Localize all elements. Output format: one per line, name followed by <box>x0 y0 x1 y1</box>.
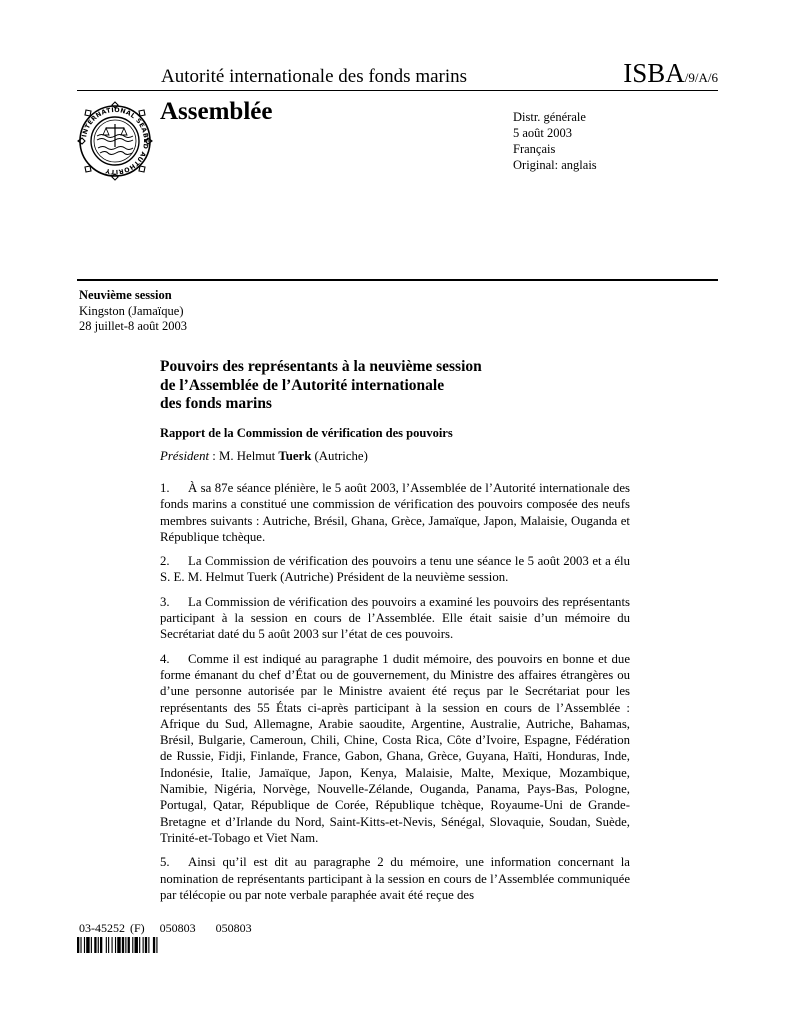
document-title <box>160 358 600 414</box>
barcode-bar <box>143 937 144 953</box>
barcode-bar <box>98 937 99 953</box>
barcode-bar <box>156 937 157 953</box>
president-country: (Autriche) <box>311 449 368 463</box>
paragraph-text: À sa 87e séance plénière, le 5 août 2003, l’Assemblée de l’Autorité internationale des fonds marins a constitué une commission de vérification des pouvoirs composée des neufs membres suivants : Autriche, Brésil, Ghana, Grèce, Jamaïque, Japon, Malaisie, Ouganda et République tchèque. <box>160 481 630 544</box>
president-surname: Tuerk <box>278 449 312 463</box>
document-symbol-suffix: /9/A/6 <box>684 70 718 85</box>
barcode-bar <box>122 937 124 953</box>
seal-ring-text: INTERNATIONAL SEABED AUTHORITY <box>81 106 150 176</box>
barcode-bar <box>135 937 138 953</box>
barcode-bar <box>108 937 109 953</box>
paragraph-number: 1. <box>160 481 170 495</box>
paragraph <box>160 651 630 847</box>
organization-name: Autorité internationale des fonds marins <box>161 66 468 87</box>
barcode-bar <box>128 937 130 953</box>
report-body <box>160 480 630 911</box>
barcode-bar <box>84 937 85 953</box>
distribution-block <box>513 109 597 173</box>
barcode-bar <box>125 937 126 953</box>
paragraph-number: 3. <box>160 594 170 609</box>
president-label: Président <box>160 449 210 463</box>
paragraph-text: La Commission de vérification des pouvoirs a examiné les pouvoirs des représentants participant à la session en cours de l’Assemblée. Elle était saisie d’un mémoire du Secrétariat daté du 5 août 2003 sur l’état de ces pouvoirs. <box>160 594 630 642</box>
paragraph-text: Ainsi qu’il est dit au paragraphe 2 du mémoire, une information concernant la nomination de représentants participant à la session en cours de l’Assemblée communiquée par télécopie ou par note verbale paraphée avait été reçue des <box>160 855 630 902</box>
paragraph <box>160 854 630 903</box>
barcode-bar <box>145 937 147 953</box>
barcode-bar <box>86 937 89 953</box>
president-separator: : M. Helmut <box>209 449 279 463</box>
session-block <box>79 288 187 335</box>
document-symbol <box>623 58 718 89</box>
document-language: Français <box>513 142 556 156</box>
paragraph-text: La Commission de vérification des pouvoirs a tenu une séance le 5 août 2003 et a élu S. E. M. Helmut Tuerk (Autriche) Président de la neuvième session. <box>160 554 630 585</box>
report-subtitle: Rapport de la Commission de vérification des pouvoirs <box>160 426 453 440</box>
isba-seal-icon <box>76 100 154 182</box>
barcode-bar <box>115 937 116 953</box>
footer-date: 050803 <box>159 921 196 935</box>
president-line <box>160 449 368 464</box>
barcode-bar <box>100 937 102 953</box>
paragraph-number: 5. <box>160 855 170 870</box>
barcode-bar <box>80 937 81 953</box>
barcode-bar <box>148 937 149 953</box>
paragraph <box>160 594 630 643</box>
document-title-line: de l’Assemblée de l’Autorité internationale <box>160 376 445 394</box>
barcode-bar <box>106 937 107 953</box>
header-rule <box>77 90 718 91</box>
session-place: Kingston (Jamaïque) <box>79 303 184 318</box>
barcode-bar <box>117 937 120 953</box>
section-rule <box>77 279 718 281</box>
session-name: Neuvième session <box>79 288 172 302</box>
barcode-bar <box>91 937 92 953</box>
barcode-icon <box>77 937 185 953</box>
footer-job-number: 03-45252 (F) <box>79 921 145 935</box>
footer-date: 050803 <box>215 921 252 935</box>
barcode-bar <box>77 937 79 953</box>
distribution-type: Distr. générale <box>513 110 586 124</box>
barcode-bar <box>94 937 96 953</box>
barcode-bar <box>112 937 113 953</box>
document-symbol-main: ISBA <box>623 58 685 88</box>
barcode-bar <box>153 937 155 953</box>
paragraph-text: Comme il est indiqué au paragraphe 1 dudit mémoire, des pouvoirs en bonne et due forme émanant du chef d’État ou de gouvernement, du Ministre des affaires étrangères ou d’une personne autorisée par le Ministre avaient été reçus par le Secrétariat pour les représentants des 55 États ci-après participant à la session en cours de l’Assemblée : Afrique du Sud, Allemagne, Arabie saoudite, Argentine, Australie, Autriche, Bahamas, Brésil, Bulgarie, Cameroun, Chili, Chine, Costa Rica, Côte d’Ivoire, Espagne, Fédération de Russie, Fidji, Finlande, France, Gabon, Ghana, Grèce, Guyana, Haïti, Honduras, Inde, Indonésie, Italie, Jamaïque, Japon, Kenya, Malaisie, Malte, Mexique, Mozambique, Namibie, Nigéria, Norvège, Nouvelle-Zélande, Ouganda, Panama, Pays-Bas, Pologne, Portugal, Qatar, République de Corée, République tchèque, Royaume-Uni de Grande-Bretagne et d’Irlande du Nord, Saint-Kitts-et-Nevis, Sénégal, Slovaquie, Soudan, Suède, Trinité-et-Tobago et Viet Nam. <box>160 651 630 845</box>
original-language: Original: anglais <box>513 158 597 172</box>
session-dates: 28 juillet-8 août 2003 <box>79 319 187 333</box>
paragraph-number: 4. <box>160 651 170 666</box>
paragraph-number: 2. <box>160 554 170 569</box>
document-title-line: des fonds marins <box>160 395 272 412</box>
footer-document-id <box>79 921 252 936</box>
organ-name: Assemblée <box>160 98 273 125</box>
document-title-line: Pouvoirs des représentants à la neuvième session <box>160 358 482 375</box>
paragraph <box>160 553 630 586</box>
barcode-bar <box>139 937 140 953</box>
distribution-date: 5 août 2003 <box>513 126 573 140</box>
paragraph <box>160 480 630 545</box>
barcode-bar <box>132 937 133 953</box>
